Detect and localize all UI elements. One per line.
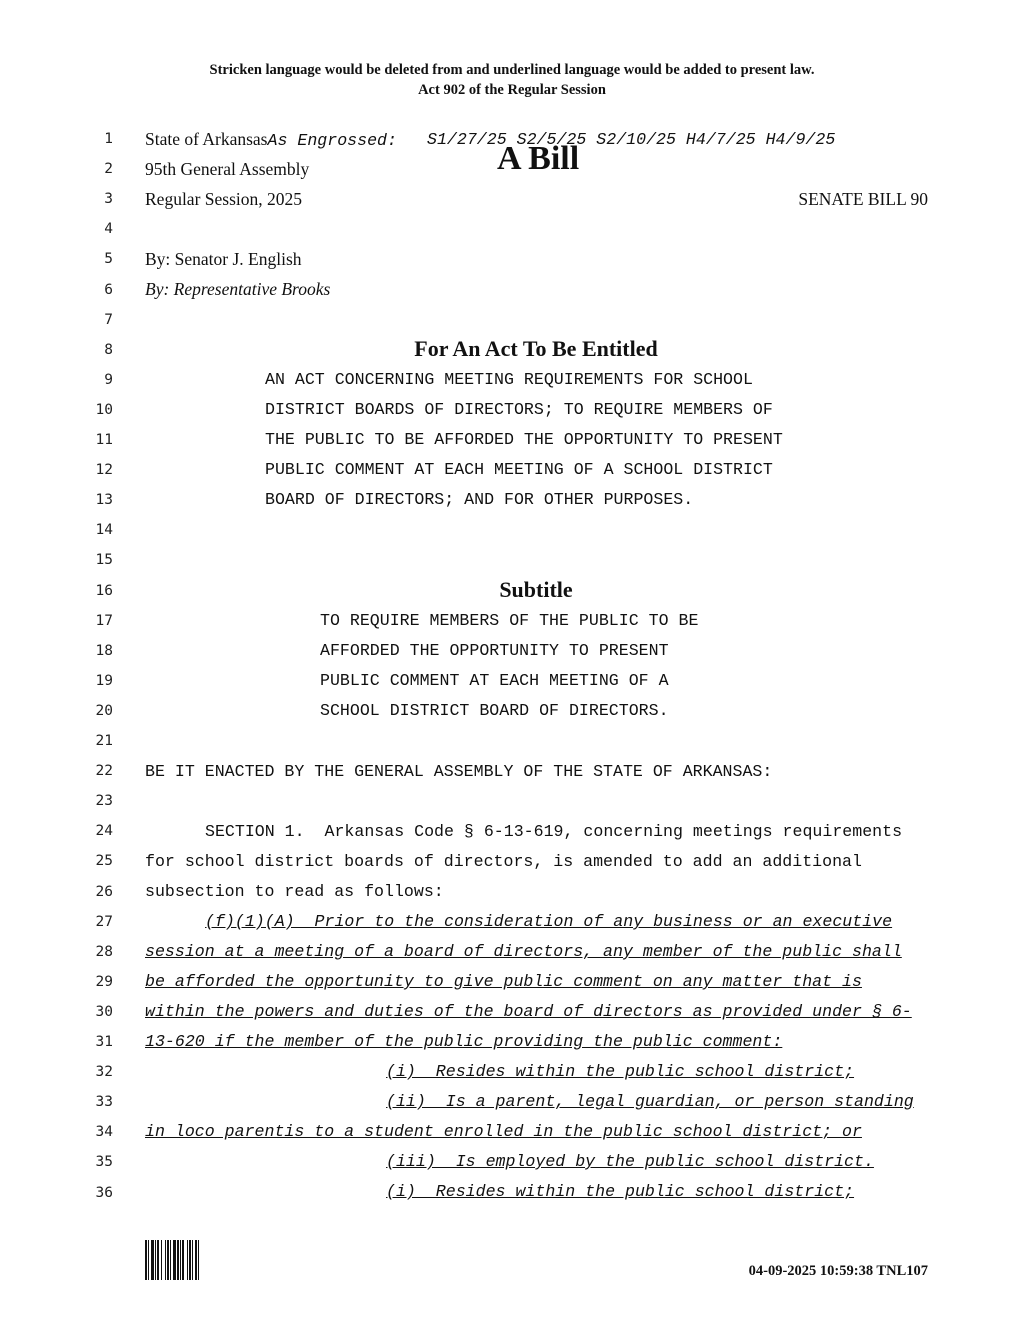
subtitle-line: SCHOOL DISTRICT BOARD OF DIRECTORS. <box>320 701 669 720</box>
added-line: (i) Resides within the public school district; <box>386 1182 855 1201</box>
amendment-notice: Stricken language would be deleted from and underlined language would be added to present law. <box>209 62 815 78</box>
bill-number: SENATE BILL 90 <box>798 189 928 209</box>
line-number: 27 <box>95 913 113 930</box>
act-number: Act 902 of the Regular Session <box>418 82 606 98</box>
line-number: 7 <box>104 311 113 328</box>
added-line: in loco parentis to a student enrolled in the public school district; or <box>145 1122 862 1141</box>
line-number: 25 <box>95 853 113 870</box>
added-line: (ii) Is a parent, legal guardian, or person standing <box>386 1092 914 1111</box>
subtitle-line: PUBLIC COMMENT AT EACH MEETING OF A <box>320 671 669 690</box>
line-number: 12 <box>95 462 113 479</box>
line-number: 18 <box>95 642 113 659</box>
document-type: A Bill <box>497 140 580 177</box>
line-number: 3 <box>104 191 113 208</box>
line-number: 20 <box>95 702 113 719</box>
line-number: 35 <box>95 1154 113 1171</box>
engrossed-label: As Engrossed: <box>267 131 397 150</box>
line-number: 11 <box>95 432 113 448</box>
added-line: be afforded the opportunity to give public comment on any matter that is <box>145 972 862 991</box>
body-line: SECTION 1. Arkansas Code § 6-13-619, concerning meetings requirements <box>205 822 903 841</box>
engrossed-dates: S1/27/25 S2/5/25 S2/10/25 H4/7/25 H4/9/25 <box>427 130 836 149</box>
line-number: 26 <box>95 883 113 900</box>
line-number: 33 <box>95 1094 113 1111</box>
line-number: 10 <box>95 401 113 418</box>
senator-sponsor: By: Senator J. English <box>145 249 302 269</box>
body-line: for school district boards of directors, is amended to add an additional <box>145 852 862 871</box>
representative-sponsor: By: Representative Brooks <box>145 279 331 299</box>
line-number: 1 <box>104 131 113 147</box>
line-number: 29 <box>95 973 113 990</box>
subtitle-heading: Subtitle <box>499 577 573 602</box>
barcode <box>145 1240 275 1280</box>
line-number: 24 <box>95 823 113 840</box>
subtitle-line: TO REQUIRE MEMBERS OF THE PUBLIC TO BE <box>320 611 699 630</box>
line-number: 31 <box>95 1034 113 1050</box>
title-line: PUBLIC COMMENT AT EACH MEETING OF A SCHOOL DISTRICT <box>265 460 773 479</box>
line-number: 15 <box>95 552 113 569</box>
subtitle-line: AFFORDED THE OPPORTUNITY TO PRESENT <box>320 641 669 660</box>
line-number: 36 <box>95 1184 113 1201</box>
line-number: 34 <box>95 1124 113 1141</box>
line-number: 6 <box>104 281 113 298</box>
line-number: 23 <box>95 793 113 810</box>
line-number: 4 <box>104 221 113 238</box>
title-line: AN ACT CONCERNING MEETING REQUIREMENTS FOR SCHOOL <box>265 370 753 389</box>
line-number: 16 <box>95 582 113 599</box>
line-number: 13 <box>95 492 113 509</box>
entitled-heading: For An Act To Be Entitled <box>414 336 658 361</box>
added-line: 13-620 if the member of the public providing the public comment: <box>145 1032 783 1051</box>
added-line: (iii) Is employed by the public school district. <box>386 1152 874 1171</box>
line-number: 28 <box>95 943 113 960</box>
line-number: 21 <box>95 733 113 749</box>
line-number: 17 <box>95 612 113 629</box>
general-assembly: 95th General Assembly <box>145 159 310 179</box>
line-number: 30 <box>95 1003 113 1020</box>
added-line: within the powers and duties of the board of directors as provided under § 6- <box>145 1002 912 1021</box>
barcode-bar <box>199 1240 202 1280</box>
title-line: THE PUBLIC TO BE AFFORDED THE OPPORTUNITY TO PRESENT <box>265 430 783 449</box>
body-line: subsection to read as follows: <box>145 882 444 901</box>
line-number: 2 <box>104 161 113 178</box>
line-number: 19 <box>95 672 113 689</box>
enacting-clause: BE IT ENACTED BY THE GENERAL ASSEMBLY OF THE STATE OF ARKANSAS: <box>145 762 773 781</box>
line-number: 14 <box>95 522 113 539</box>
state-label: State of ArkansasAs Engrossed: <box>145 129 397 150</box>
line-number: 22 <box>95 763 113 780</box>
line-number: 9 <box>104 371 113 388</box>
footer-timestamp: 04-09-2025 10:59:38 TNL107 <box>748 1263 928 1279</box>
session-label: Regular Session, 2025 <box>145 189 303 209</box>
added-line: (i) Resides within the public school district; <box>386 1062 855 1081</box>
line-number: 32 <box>95 1064 113 1081</box>
line-number: 5 <box>104 251 113 268</box>
title-line: BOARD OF DIRECTORS; AND FOR OTHER PURPOSES. <box>265 490 694 509</box>
title-line: DISTRICT BOARDS OF DIRECTORS; TO REQUIRE MEMBERS OF <box>265 400 773 419</box>
added-line: session at a meeting of a board of directors, any member of the public shall <box>145 942 902 961</box>
line-number: 8 <box>104 341 113 358</box>
added-line: (f)(1)(A) Prior to the consideration of any business or an executive <box>205 912 893 931</box>
